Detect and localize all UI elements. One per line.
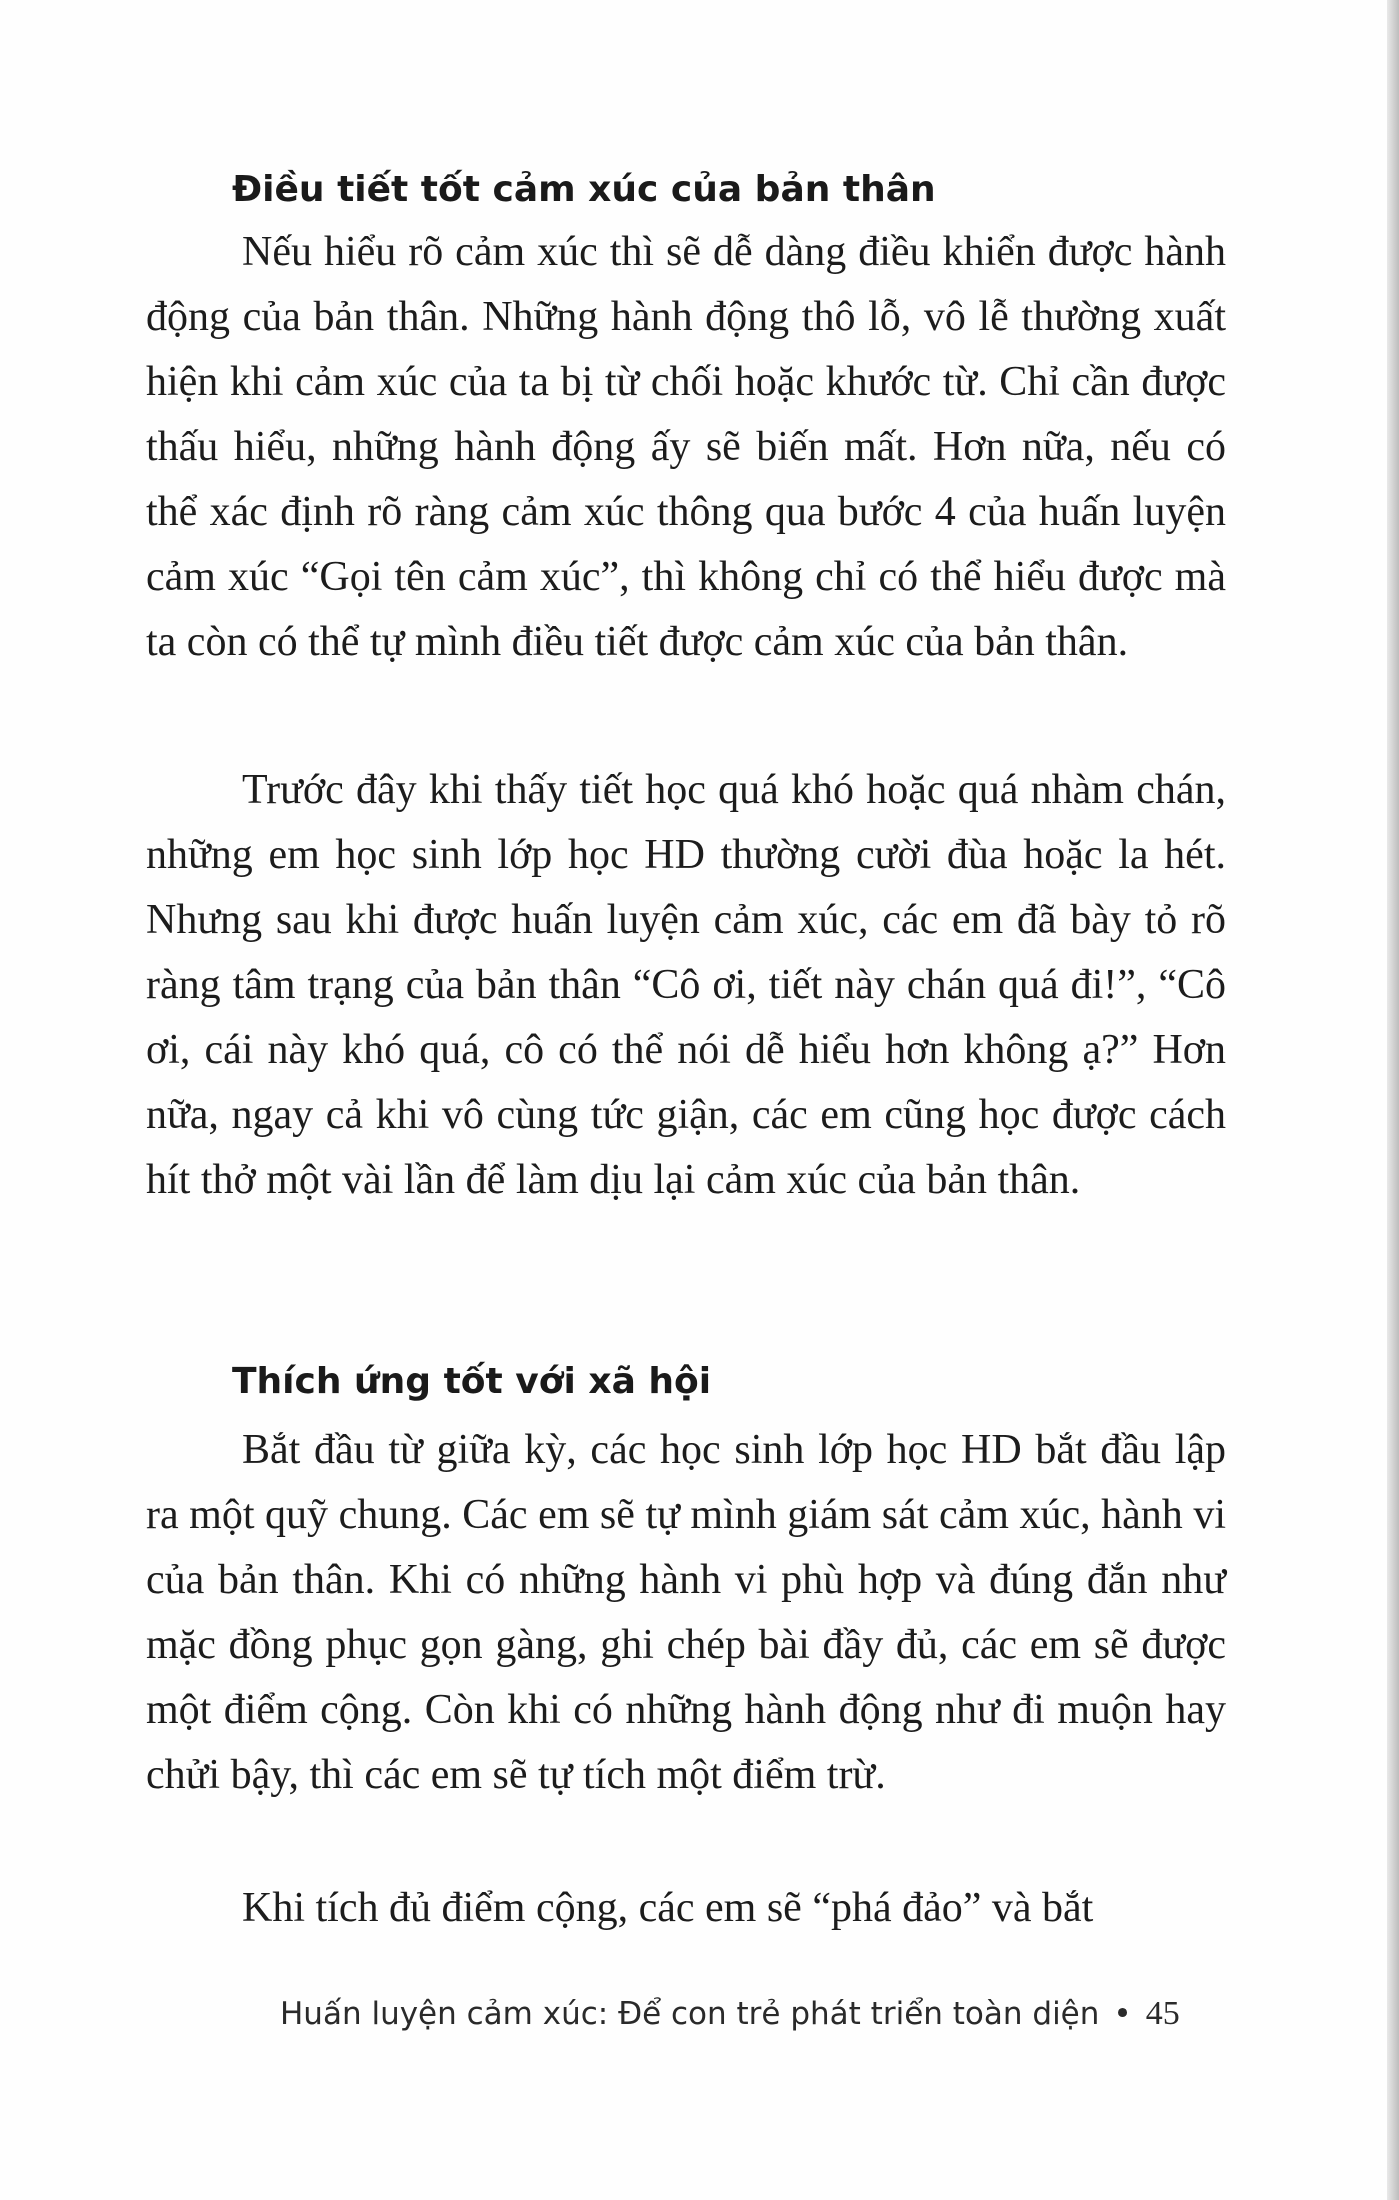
running-footer-title: Huấn luyện cảm xúc: Để con trẻ phát triển toàn diện [280, 1996, 1100, 2032]
footer-bullet-separator: • [1113, 1996, 1132, 2032]
section-heading-emotion-regulation: Điều tiết tốt cảm xúc của bản thân [232, 169, 936, 210]
page-number: 45 [1145, 1995, 1180, 2032]
section-1-paragraph-2-block [146, 758, 1226, 1213]
page-footer [280, 1992, 1240, 2036]
body-paragraph: Nếu hiểu rõ cảm xúc thì sẽ dễ dàng điều khiển được hành động của bản thân. Những hành động thô lỗ, vô lễ thường xuất hiện khi cảm xúc của ta bị từ chối hoặc khước từ. Chỉ cần được thấu hiểu, những hành động ấy sẽ biến mất. Hơn nữa, nếu có thể xác định rõ ràng cảm xúc thông qua bước 4 của huấn luyện cảm xúc “Gọi tên cảm xúc”, thì không chỉ có thể hiểu được mà ta còn có thể tự mình điều tiết được cảm xúc của bản thân. [146, 229, 1226, 665]
section-2-paragraph-2-block [146, 1876, 1226, 1941]
section-2-paragraph-1-block [146, 1418, 1226, 1808]
body-paragraph: Trước đây khi thấy tiết học quá khó hoặc quá nhàm chán, những em học sinh lớp học HD thường cười đùa hoặc la hét. Nhưng sau khi được huấn luyện cảm xúc, các em đã bày tỏ rõ ràng tâm trạng của bản thân “Cô ơi, tiết này chán quá đi!”, “Cô ơi, cái này khó quá, cô có thể nói dễ hiểu hơn không ạ?” Hơn nữa, ngay cả khi vô cùng tức giận, các em cũng học được cách hít thở một vài lần để làm dịu lại cảm xúc của bản thân. [146, 767, 1226, 1203]
section-heading-social-adaptation: Thích ứng tốt với xã hội [232, 1361, 712, 1402]
body-paragraph: Khi tích đủ điểm cộng, các em sẽ “phá đảo” và bắt [242, 1885, 1094, 1931]
section-1-paragraph-1-block [146, 220, 1226, 675]
page-edge-shadow [1387, 0, 1399, 2200]
body-paragraph: Bắt đầu từ giữa kỳ, các học sinh lớp học HD bắt đầu lập ra một quỹ chung. Các em sẽ tự mình giám sát cảm xúc, hành vi của bản thân. Khi có những hành vi phù hợp và đúng đắn như mặc đồng phục gọn gàng, ghi chép bài đầy đủ, các em sẽ được một điểm cộng. Còn khi có những hành động như đi muộn hay chửi bậy, thì các em sẽ tự tích một điểm trừ. [146, 1427, 1226, 1798]
